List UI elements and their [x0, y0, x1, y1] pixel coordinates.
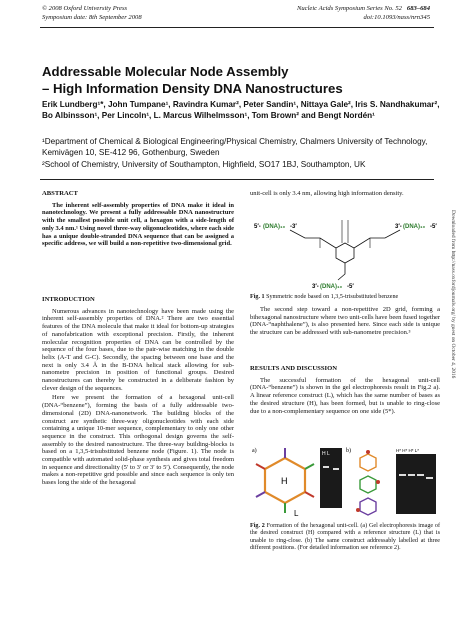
affiliation-1: ¹Department of Chemical & Biological Engineering/Physical Chemistry, Chalmers University of Technology, Kemivägen 10, SE-412 96, Gothenburg, Sweden: [42, 137, 428, 157]
linear-label-l: L: [294, 509, 299, 518]
left-column: [42, 190, 234, 248]
fig1-label-5prime-right: -5′: [430, 224, 437, 230]
fig2-panel-a-label: a): [252, 448, 257, 454]
figure-1-caption: [250, 294, 440, 301]
fig1-label-3prime-right: 3′-: [395, 224, 402, 230]
figure-2-caption: [250, 523, 440, 552]
benzene-ring: [336, 243, 354, 263]
gel-band: [323, 466, 329, 468]
fig1-label-3prime-bottom: 3′-: [312, 284, 319, 290]
gel-band: [333, 468, 339, 470]
fig1-dna-left: (DNA)₁₀: [263, 224, 286, 230]
figure-1-node-structure: [250, 208, 440, 290]
fig2-caption-label: Fig. 2: [250, 523, 265, 529]
fig2-panel-b-label: b): [346, 448, 351, 454]
hexagon-schematic: [256, 448, 314, 518]
abstract-text: The inherent self-assembly properties of DNA make it ideal in nanotechnology. We present a fully addressable DNA nanostructure with the smallest possible unit cell, a hexagon with a side-length of only 3.4 nm.¹ Using novel three-way oligonucleotides, where each side has a unique double-stranded DNA sequence that can be assigned a specific address, we will build a non-repetitive two-dimensional grid.: [42, 201, 235, 248]
hexagon-label-h: H: [281, 476, 288, 486]
paper-title: [42, 63, 442, 97]
gel-band: [399, 474, 406, 476]
series-name: Nucleic Acids Symposium Series No. 52: [296, 5, 402, 12]
fig2-caption-text: Formation of the hexagonal unit-cell. (a) Gel electrophoresis image of the desired construct (H) compared with a reference structure (L) that is unable to ring-close. (b) The same construct addressably labelled at three different positions. (For detailed information see reference 2).: [250, 523, 440, 551]
intro-paragraph-1: Numerous advances in nanotechnology have been made using the inherent self-assembly properties of DNA.² There are two essential features of the DNA molecule that make it ideal for bottom-up strategies of nanofabrication with exceptional precision. Firstly, the inherent molecular recognition properties of DNA can be controlled by the sequence of the four bases, due to the pair-wise matching in the double helix (A-T and G-C). Secondly, the spacing between one base and the next is only 3.4 Å in the B-DNA helical stack allowing for sub-nanometre precision in position of functional groups. Desired nanostructures can thereby be constructed in a deliberate fashion by clever design of the sequences.: [42, 307, 234, 392]
fig1-dna-bottom: (DNA)₁₀: [320, 284, 343, 290]
gel-image-a: [320, 448, 342, 508]
doi: doi:10.1093/nass/nrn345: [363, 14, 430, 21]
gel-band: [417, 474, 424, 476]
results-section: [250, 365, 440, 415]
introduction-section: [42, 296, 234, 487]
title-line-2: – High Information Density DNA Nanostructures: [42, 81, 343, 96]
arm-right: [354, 230, 400, 248]
fig1-caption-text: Symmetric node based on 1,3,5-trisubstituted benzene: [266, 294, 399, 300]
journal-header-right: [297, 4, 430, 22]
fig1-caption-label: Fig. 1: [250, 294, 265, 300]
figure-2-hexagon-formation: [250, 444, 440, 520]
naphthalene-paragraph: The second step toward a non-repetitive 2D grid, forming a bihexagonal nanostructure where two unit-cells have been fused together (DNA-“naphthalene”), is also presented here. Since each side is unique the structure can be addressed with sub-nanometre precision.³: [250, 306, 440, 337]
fig1-label-5prime-bottom: -5′: [347, 284, 354, 290]
title-rule: [40, 179, 434, 180]
fig1-label-3prime-left: -3′: [290, 224, 297, 230]
page-range: 683–684: [406, 5, 430, 12]
abstract-heading: ABSTRACT: [42, 190, 78, 197]
fig1-dna-right: (DNA)₁₀: [403, 224, 426, 230]
gel-band: [408, 474, 415, 476]
download-notice: Downloaded from http://nass.oxfordjournals.org/ by guest on October 4, 2016: [450, 210, 456, 379]
affiliation-2: ²School of Chemistry, University of Southampton, Highfield, SO17 1BJ, Southampton, UK: [42, 160, 366, 169]
results-heading: RESULTS AND DISCUSSION: [250, 365, 337, 372]
gel-image-b: [396, 454, 436, 514]
arm-bottom: [338, 263, 345, 280]
header-rule: [40, 27, 434, 28]
fig1-label-5prime-left: 5′-: [254, 224, 261, 230]
gel-a-lane-labels: H L: [322, 451, 330, 457]
right-col-continuation: unit-cell is only 3.4 nm, allowing high information density.: [250, 190, 404, 197]
introduction-heading: INTRODUCTION: [42, 296, 95, 303]
results-paragraph-1: The successful formation of the hexagonal unit-cell (DNA-“benzene”) is shown in the gel electrophoresis result in Fig.2 a). A linear reference construct (L), which has the same number of bases as the desired structure (H), has been formed, but is unable to ring-close due to a non-complementary sequence on one side (5*).: [250, 376, 440, 415]
labelled-constructs: [356, 450, 380, 515]
symposium-date: Symposium date: 8th September 2008: [42, 14, 142, 21]
author-list: Erik Lundberg¹*, John Tumpane¹, Ravindra Kumar², Peter Sandin¹, Nittaya Gale², Iris S. Nandhakumar², Bo Albinsson¹, Per Lincoln¹, L. Marcus Wilhelmsson¹, Tom Brown² and Bengt Nordén¹: [42, 100, 440, 120]
right-paragraph-1: [250, 306, 440, 337]
intro-paragraph-2: Here we present the formation of a hexagonal unit-cell (DNA-“benzene”), forming the basis of a fully addressable two-dimensional (2D) DNA-nanonetwork. The building blocks of the construct are synthetic three-way oligonucleotides with each side containing a unique 10-mer sequence, complementary to only one other sequence in the construct. This orthogonal design governs the self-assembly to the desired nanostructure. The three-way building-blocks is based on a 1,3,5-trisubstituted benzene node (Figure. 1). The node is compatible with automated solid-phase synthesis and gives total freedom in sequence and directionality (5′ to 3′ or 3′ to 5′). Consequently, the node makes a non-repetitive grid possible and since each sequence is only ten bases long the side of the hexagonal: [42, 394, 234, 487]
title-line-1: Addressable Molecular Node Assembly: [42, 64, 289, 79]
arm-left: [290, 230, 336, 248]
journal-header-left: [42, 4, 142, 22]
gel-b-lane-labels: H* H* H* L*: [396, 448, 420, 453]
copyright-line: © 2008 Oxford University Press: [42, 5, 128, 12]
gel-band: [426, 477, 433, 479]
